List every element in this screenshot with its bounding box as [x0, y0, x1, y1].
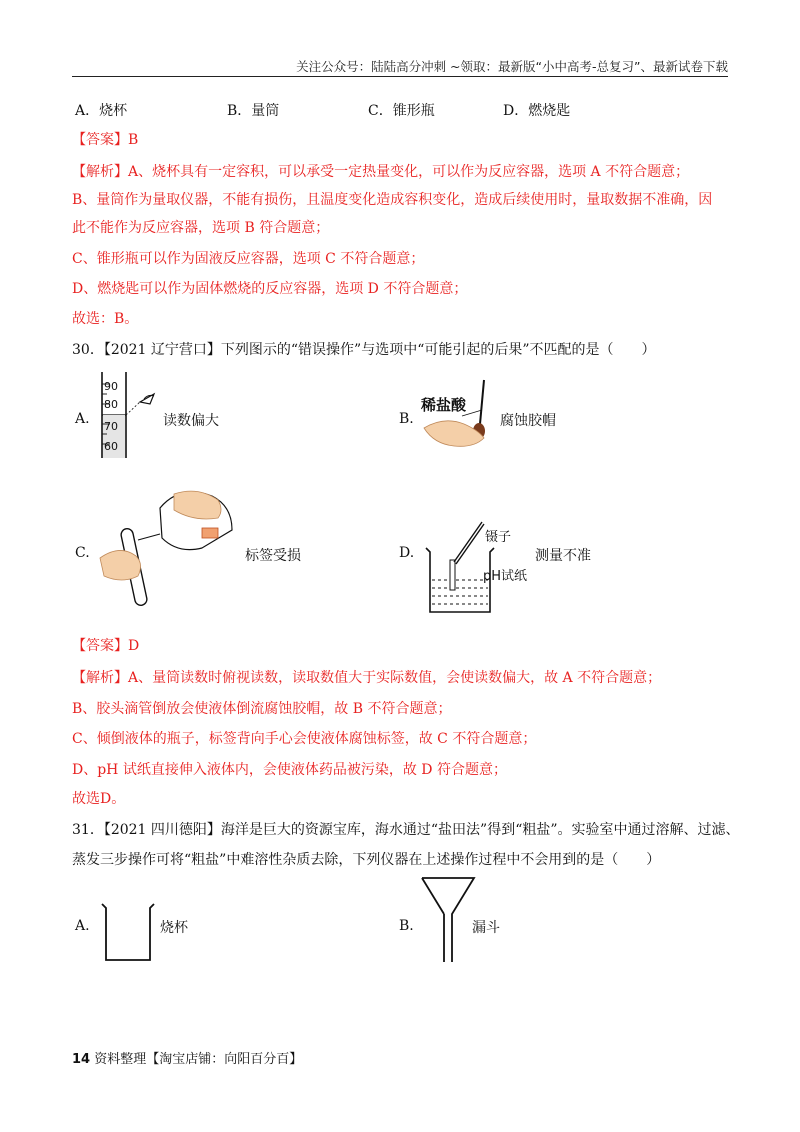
q30-option-c-letter: C. — [75, 545, 90, 561]
q29-option-a: A．烧杯 — [75, 103, 128, 119]
q29-analysis-line-4: C、锥形瓶可以作为固液反应容器，选项 C 不符合题意； — [72, 251, 425, 267]
q31-option-a-letter: A. — [75, 918, 90, 934]
q30-analysis-line-3: C、倾倒液体的瓶子，标签背向手心会使液体腐蚀标签，故 C 不符合题意； — [72, 731, 537, 747]
cylinder-tick-70: 70 — [104, 420, 118, 433]
ph-paper-label: pH试纸 — [483, 569, 528, 584]
q30-analysis-line-1: 【解析】A、量筒读数时俯视读数，读取数值大于实际数值，会使读数偏大，故 A 不符合题意； — [72, 670, 662, 686]
footer-text: 资料整理【淘宝店铺：向阳百分百】 — [94, 1052, 303, 1067]
page-header: 关注公众号：陆陆高分冲刺 ~领取：最新版“小中高考-总复习”、最新试卷下载 — [296, 59, 728, 74]
q29-analysis-line-6: 故选：B。 — [72, 311, 139, 327]
cylinder-tick-80: 80 — [104, 398, 118, 411]
q29-analysis-line-5: D、燃烧匙可以作为固体燃烧的反应容器，选项 D 不符合题意； — [72, 281, 468, 297]
q30-analysis-line-2: B、胶头滴管倒放会使液体倒流腐蚀胶帽，故 B 不符合题意； — [72, 701, 452, 717]
q30-option-b-letter: B. — [399, 411, 414, 427]
page-footer — [72, 1048, 302, 1067]
pouring-liquid-figure — [94, 488, 244, 612]
q30-option-a-caption: 读数偏大 — [163, 413, 219, 429]
q30-answer: 【答案】D — [72, 638, 140, 654]
q31-option-b-caption: 漏斗 — [472, 920, 500, 936]
q29-option-c: C．锥形瓶 — [368, 103, 435, 119]
dropper-hand-figure — [418, 376, 508, 458]
tweezers-label: 镊子 — [485, 530, 512, 545]
q31-stem-line-1: 31．【2021 四川德阳】海洋是巨大的资源宝库，海水通过“盐田法”得到“粗盐”。实验室中通过溶解、过滤、 — [72, 822, 740, 838]
q30-option-b-caption: 腐蚀胶帽 — [500, 413, 556, 429]
q30-analysis-line-5: 故选D。 — [72, 791, 126, 807]
cylinder-tick-90: 90 — [104, 380, 118, 393]
q30-option-d-caption: 测量不准 — [535, 548, 591, 564]
q30-option-a-letter: A. — [75, 411, 90, 427]
q29-option-b: B．量筒 — [227, 103, 280, 119]
q31-option-b-letter: B. — [399, 918, 414, 934]
q29-analysis-line-2: B、量筒作为量取仪器，不能有损伤，且温度变化造成容积变化，造成后续使用时，量取数据不准确，因 — [72, 192, 713, 208]
dropper-label: 稀盐酸 — [421, 396, 467, 414]
q30-analysis-line-4: D、pH 试纸直接伸入液体内，会使液体药品被污染，故 D 符合题意； — [72, 762, 507, 778]
header-rule — [72, 76, 728, 77]
q29-analysis-line-1: 【解析】A、烧杯具有一定容积，可以承受一定热量变化，可以作为反应容器，选项 A 不符合题意； — [72, 164, 690, 180]
q30-option-d-letter: D. — [399, 545, 415, 561]
q30-option-c-caption: 标签受损 — [245, 548, 301, 564]
beaker-figure — [98, 900, 158, 964]
q31-option-a-caption: 烧杯 — [160, 920, 188, 936]
q30-stem: 30．【2021 辽宁营口】下列图示的“错误操作”与选项中“可能引起的后果”不匹配的是（ ） — [72, 342, 656, 358]
page-number: 14 — [72, 1052, 91, 1067]
q29-analysis-line-3: 此不能作为反应容器，选项 B 符合题意； — [72, 220, 330, 236]
q29-option-d: D．燃烧匙 — [503, 103, 571, 119]
q29-answer: 【答案】B — [72, 132, 139, 148]
q31-stem-line-2: 蒸发三步操作可将“粗盐”中难溶性杂质去除，下列仪器在上述操作过程中不会用到的是（ ） — [72, 852, 661, 868]
cylinder-tick-60: 60 — [104, 440, 118, 453]
funnel-figure — [420, 874, 476, 966]
